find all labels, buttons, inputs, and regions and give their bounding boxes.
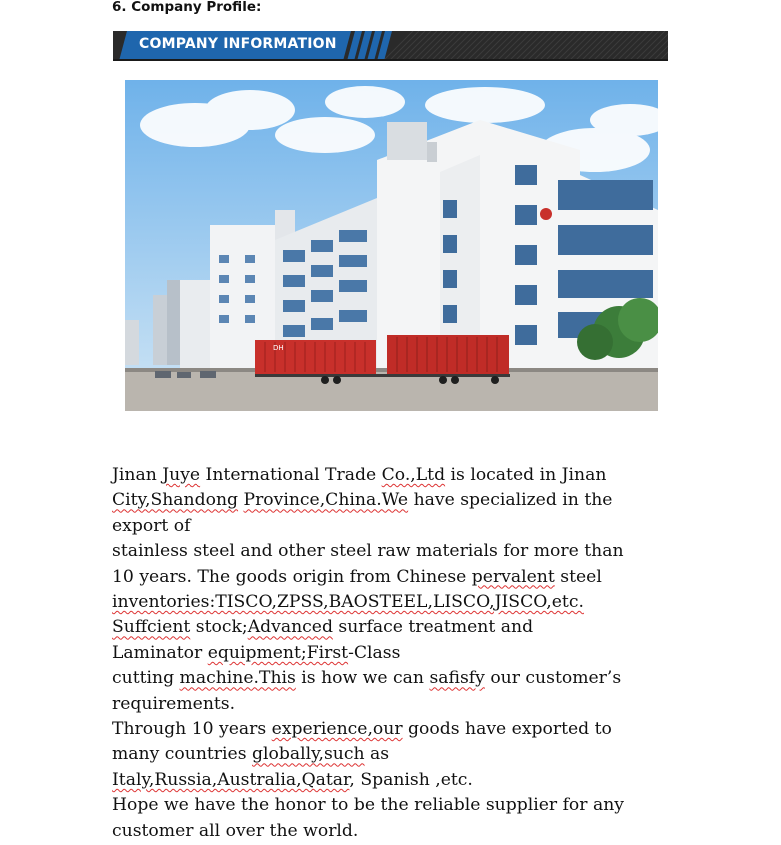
description-line: requirements. <box>112 693 236 714</box>
container-label: DH <box>273 344 284 352</box>
factory-building-photo <box>125 80 658 411</box>
banner-title: COMPANY INFORMATION <box>139 36 337 52</box>
description-line: inventories:TISCO,ZPSS,BAOSTEEL,LISCO,JISCO,etc. <box>112 592 584 613</box>
description-line: Italy,Russia,Australia,Qatar, Spanish ,etc. <box>112 769 473 790</box>
description-line: Hope we have the honor to be the reliable supplier for any <box>112 795 624 816</box>
description-line: customer all over the world. <box>112 820 359 841</box>
description-line: many countries globally,such as <box>112 744 390 765</box>
description-line: cutting machine.This is how we can safisfy our customer’s <box>112 668 622 689</box>
description-line: stainless steel and other steel raw materials for more than <box>112 541 624 562</box>
description-line: Suffcient stock;Advanced surface treatment and <box>112 617 534 638</box>
description-line: 10 years. The goods origin from Chinese pervalent steel <box>112 566 602 587</box>
section-heading: 6. Company Profile: <box>112 0 262 15</box>
description-line: Laminator equipment;First-Class <box>112 642 401 663</box>
description-line: export of <box>112 515 191 536</box>
company-information-banner <box>113 31 668 61</box>
description-line: Jinan Juye International Trade Co.,Ltd is located in Jinan <box>112 465 607 485</box>
company-description <box>112 463 672 844</box>
description-line: Through 10 years experience,our goods have exported to <box>112 719 612 740</box>
description-line: City,Shandong Province,China.We have specialized in the <box>112 490 613 511</box>
